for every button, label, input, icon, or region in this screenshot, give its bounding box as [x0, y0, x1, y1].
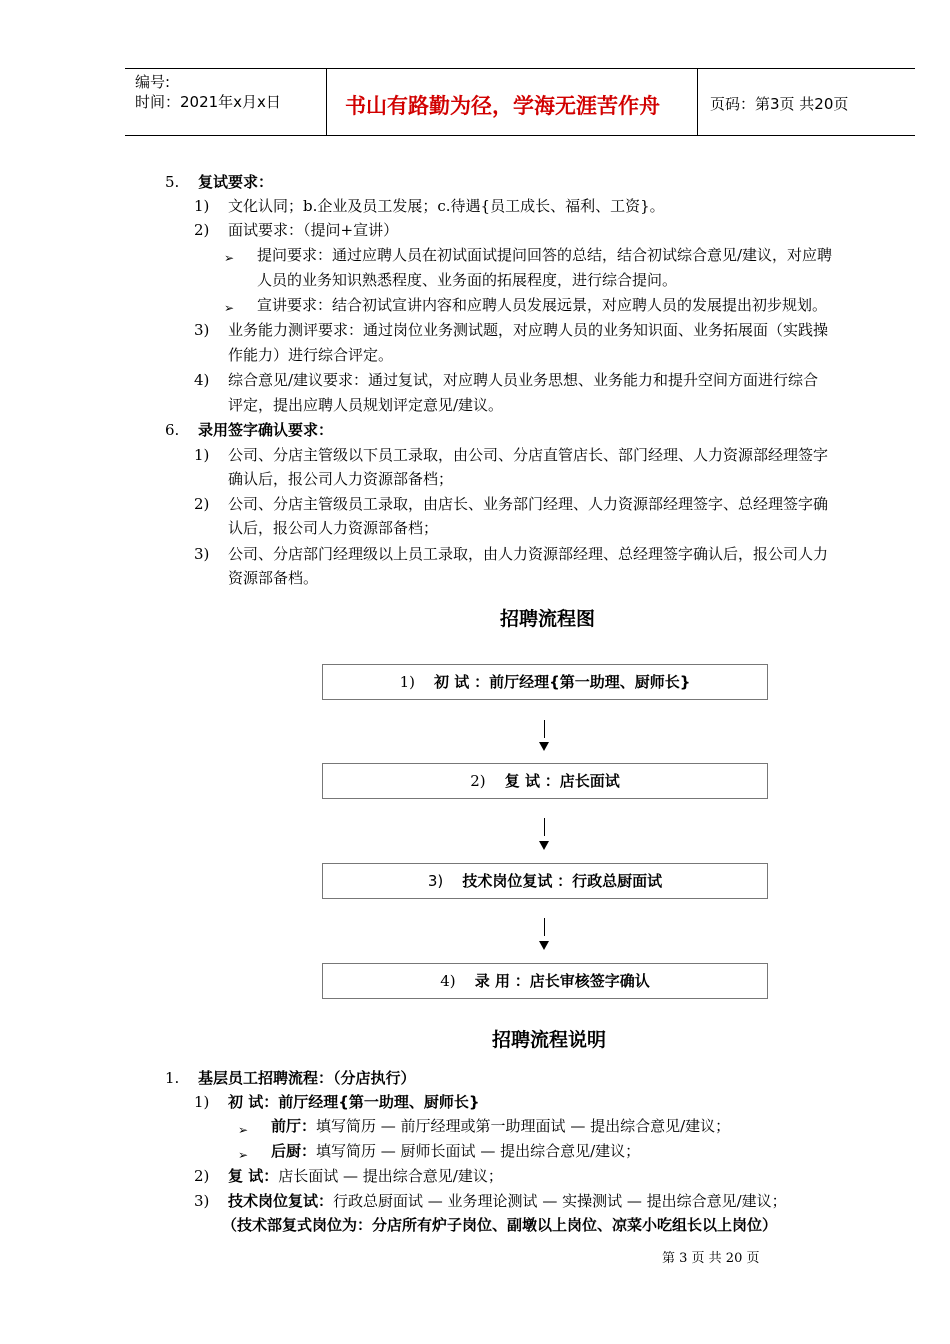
item-text: 面试要求：（提问+宣讲） [228, 221, 399, 239]
item-number: 3) [194, 321, 210, 339]
section-number: 5. [165, 173, 180, 191]
step-detail: 店长面试 [559, 772, 620, 790]
section-title: 录用签字确认要求： [198, 421, 334, 439]
serial-label: 编号: [135, 73, 171, 91]
bullet-label: 前厅： [271, 1117, 317, 1135]
item-label: 技术岗位复试： [228, 1192, 334, 1210]
item-text: 前厅经理{第一助理、厨师长} [278, 1093, 480, 1111]
arrow-bullet-icon: ➢ [238, 1148, 249, 1162]
explanation-title: 招聘流程说明 [491, 1029, 606, 1051]
down-arrow-icon [539, 941, 549, 950]
item-text: 确认后，报公司人力资源部备档； [228, 470, 454, 488]
section-number: 6. [165, 421, 180, 439]
step-detail: 店长审核签字确认 [529, 972, 650, 990]
flow-connector [544, 720, 545, 738]
step-number: 3) [427, 872, 444, 890]
item-text: 作能力）进行综合评定。 [228, 346, 394, 364]
bullet-text: 人员的业务知识熟悉程度、业务面的拓展程度，进行综合提问。 [257, 271, 678, 289]
item-text: 公司、分店主管级以下员工录取，由公司、分店直管店长、部门经理、人力资源部经理签字 [228, 446, 829, 464]
step-number: 2) [470, 772, 486, 790]
item-text: 行政总厨面试 — 业务理论测试 — 实操测试 — 提出综合意见/建议； [333, 1192, 787, 1210]
bullet-text: 填写简历 — 厨师长面试 — 提出综合意见/建议； [316, 1142, 641, 1160]
header-divider-right [697, 68, 698, 135]
item-number: 2) [194, 495, 210, 513]
item-number: 1) [194, 446, 210, 464]
motto-text: 书山有路勤为径，学海无涯苦作舟 [345, 94, 660, 118]
item-number: 2) [194, 1167, 210, 1185]
item-number: 4) [194, 371, 210, 389]
header-top-rule [125, 68, 915, 69]
item-number: 1) [194, 197, 210, 215]
flowchart-title: 招聘流程图 [499, 608, 595, 630]
header-divider-left [326, 68, 327, 135]
item-label: 复 试： [228, 1167, 279, 1185]
item-text: 文化认同；b.企业及员工发展；c.待遇{员工成长、福利、工资}。 [228, 197, 665, 215]
down-arrow-icon [539, 742, 549, 751]
item-text: 公司、分店主管级员工录取，由店长、业务部门经理、人力资源部经理签字、总经理签字确 [228, 495, 829, 513]
step-label: 技术岗位复试 [462, 872, 553, 890]
step-number: 1) [399, 673, 415, 691]
item-number: 3) [194, 1192, 210, 1210]
item-text: 认后，报公司人力资源部备档； [228, 519, 439, 537]
item-text: 店长面试 — 提出综合意见/建议； [278, 1167, 503, 1185]
section-number: 1. [165, 1069, 180, 1087]
flow-step-3: 3) 技术岗位复试 ：行政总厨面试 [322, 863, 768, 899]
bullet-label: 后厨： [271, 1142, 317, 1160]
item-text: 综合意见/建议要求：通过复试，对应聘人员业务思想、业务能力和提升空间方面进行综合 [228, 371, 819, 389]
item-text: 资源部备档。 [228, 569, 319, 587]
arrow-bullet-icon: ➢ [224, 251, 235, 265]
step-detail: 前厅经理{第一助理、厨师长} [489, 673, 691, 691]
flow-step-4: 4) 录 用 ：店长审核签字确认 [322, 963, 768, 999]
step-number: 4) [440, 972, 456, 990]
step-label: 录 用 [474, 972, 510, 990]
item-text: 评定，提出应聘人员规划评定意见/建议。 [228, 396, 504, 414]
section-title: 基层员工招聘流程：（分店执行） [198, 1069, 416, 1087]
item-text: 业务能力测评要求：通过岗位业务测试题，对应聘人员的业务知识面、业务拓展面（实践操 [228, 321, 829, 339]
item-number: 1) [194, 1093, 210, 1111]
down-arrow-icon [539, 841, 549, 850]
section-title: 复试要求： [198, 173, 274, 191]
flow-connector [544, 818, 545, 836]
header-bottom-rule [125, 135, 915, 136]
arrow-bullet-icon: ➢ [224, 301, 235, 315]
step-label: 复 试 [504, 772, 540, 790]
arrow-bullet-icon: ➢ [238, 1123, 249, 1137]
bullet-text: 填写简历 — 前厅经理或第一助理面试 — 提出综合意见/建议； [316, 1117, 731, 1135]
flow-step-1: 1) 初 试 ：前厅经理{第一助理、厨师长} [322, 664, 768, 700]
flow-step-2: 2) 复 试 ：店长面试 [322, 763, 768, 799]
page-number-label: 页码：第3页 共20页 [710, 95, 849, 113]
time-label: 时间：2021年x月x日 [135, 93, 281, 111]
technical-positions-note: （技术部复式岗位为：分店所有炉子岗位、副墩以上岗位、凉菜小吃组长以上岗位） [222, 1216, 778, 1234]
bullet-text: 提问要求：通过应聘人员在初试面试提问回答的总结，结合初试综合意见/建议，对应聘 [257, 246, 833, 264]
footer-page-number: 第 3 页 共 20 页 [662, 1251, 760, 1266]
bullet-text: 宣讲要求：结合初试宣讲内容和应聘人员发展远景，对应聘人员的发展提出初步规划。 [257, 296, 828, 314]
flow-connector [544, 918, 545, 936]
step-label: 初 试 [434, 673, 470, 691]
item-number: 2) [194, 221, 210, 239]
item-text: 公司、分店部门经理级以上员工录取，由人力资源部经理、总经理签字确认后，报公司人力 [228, 545, 829, 563]
item-label: 初 试： [228, 1093, 279, 1111]
step-detail: 行政总厨面试 [572, 872, 663, 890]
item-number: 3) [194, 545, 210, 563]
